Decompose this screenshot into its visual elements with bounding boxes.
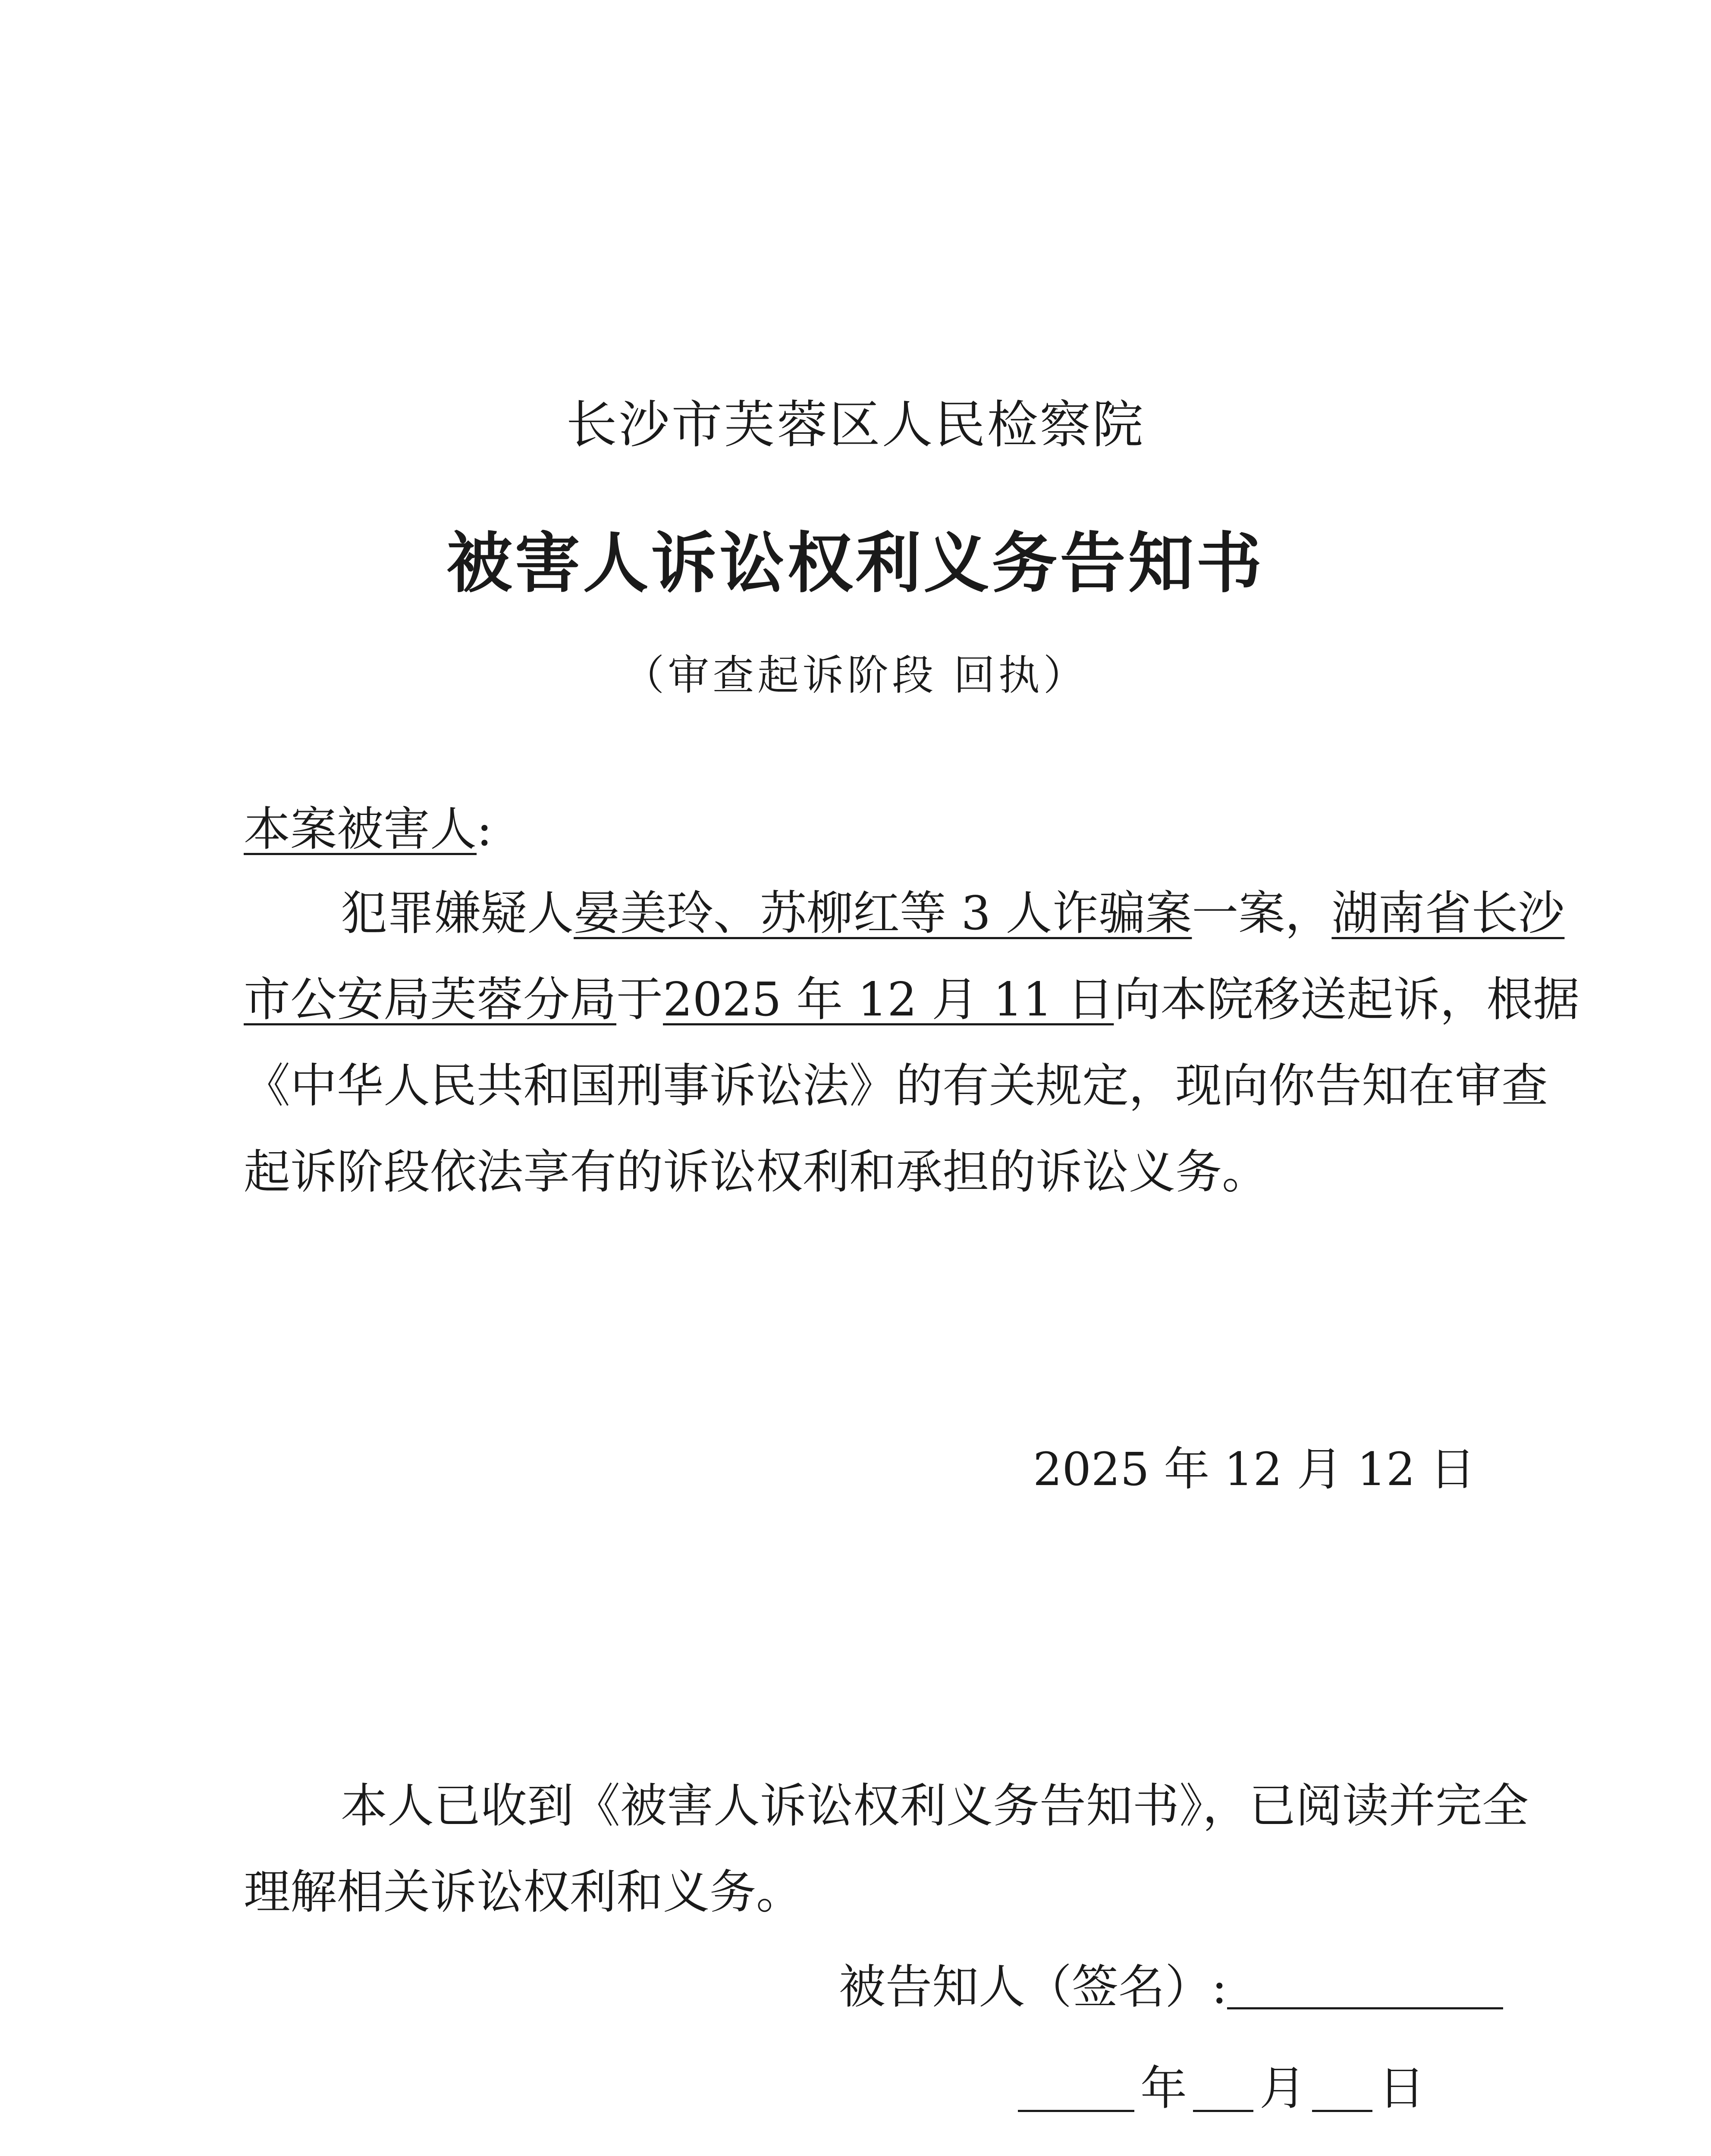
- text-segment: 于: [616, 973, 663, 1027]
- suspects-case: 晏美玲、苏柳红等 3 人诈骗案: [574, 887, 1192, 940]
- signature-line[interactable]: [1227, 2007, 1503, 2009]
- agency-name-part2: 市公安局芙蓉分局: [244, 973, 617, 1027]
- day-blank[interactable]: [1312, 2068, 1372, 2112]
- salutation-label: 本案被害人: [244, 802, 477, 856]
- signer-label: 被告知人（签名）:: [839, 1960, 1228, 2014]
- acknowledgement-line-1: 本人已收到《被害人诉讼权利义务告知书》，已阅读并完全: [341, 1779, 1529, 1833]
- notice-line-1: [341, 887, 1565, 940]
- sign-date-row: [1018, 2062, 1425, 2115]
- document-title: 被害人诉讼权利义务告知书: [446, 524, 1265, 602]
- text-segment: 向本院移送起诉，根据: [1114, 973, 1580, 1027]
- year-label: 年: [1140, 2062, 1187, 2115]
- month-blank[interactable]: [1193, 2068, 1253, 2112]
- agency-name-part1: 湖南省长沙: [1331, 887, 1565, 940]
- issue-date: 2025 年 12 月 12 日: [1033, 1443, 1476, 1496]
- text-segment: 一案，: [1192, 887, 1332, 940]
- notice-line-3: 《中华人民共和国刑事诉讼法》的有关规定，现向你告知在审查: [244, 1059, 1548, 1113]
- organization-name: 长沙市芙蓉区人民检察院: [566, 395, 1145, 454]
- notice-line-2: [244, 973, 1580, 1027]
- month-label: 月: [1259, 2062, 1306, 2115]
- salutation-colon: :: [477, 802, 493, 856]
- day-label: 日: [1378, 2062, 1425, 2115]
- notice-line-4: 起诉阶段依法享有的诉讼权利和承担的诉讼义务。: [244, 1145, 1269, 1199]
- document-subtitle: （审查起诉阶段 回执）: [623, 651, 1088, 699]
- transfer-date: 2025 年 12 月 11 日: [663, 973, 1114, 1027]
- salutation: [244, 802, 493, 856]
- year-blank[interactable]: [1018, 2068, 1134, 2112]
- acknowledgement-line-2: 理解相关诉讼权利和义务。: [244, 1865, 803, 1919]
- text-segment: 犯罪嫌疑人: [341, 887, 574, 940]
